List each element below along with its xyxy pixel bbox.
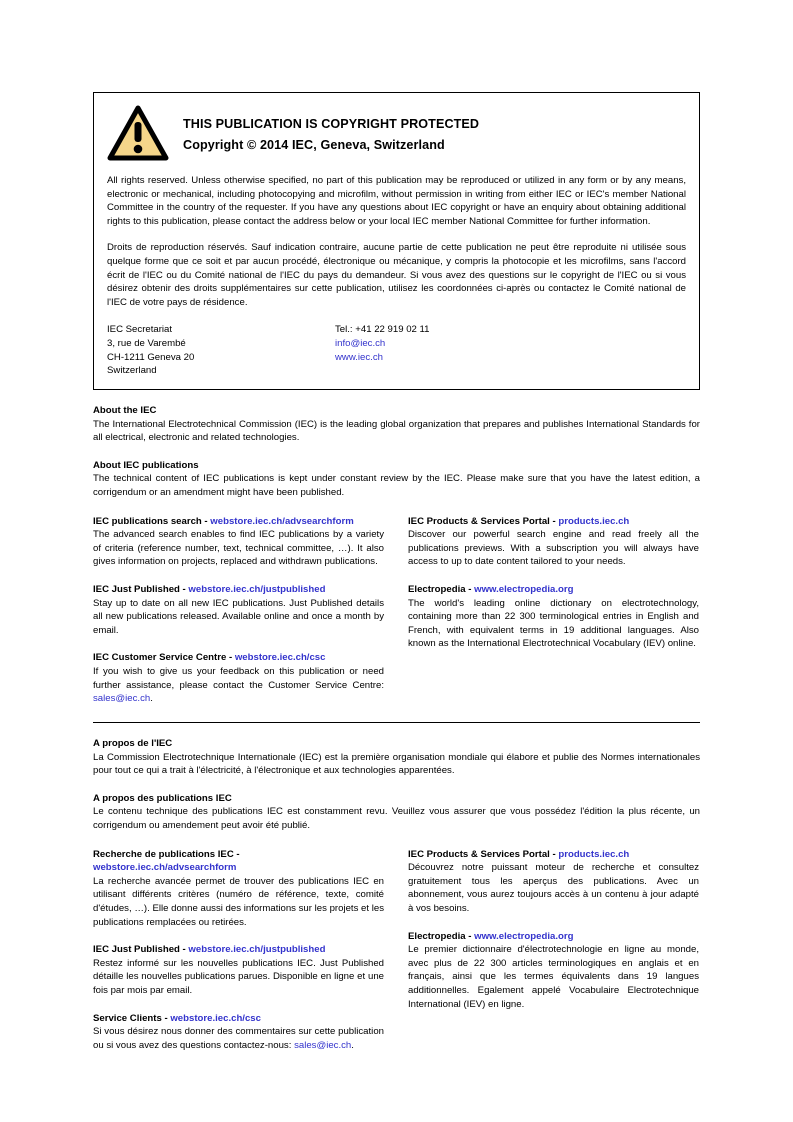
service-clients-link[interactable]: webstore.iec.ch/csc (170, 1012, 261, 1024)
french-right-column (408, 848, 699, 1053)
copyright-paragraph-french: Droits de reproduction réservés. Sauf indication contraire, aucune partie de cette publication ne peut être reproduite ni utilisée sous quelque forme que ce soit et par aucun procédé, électronique ou mécanique, y compris la photocopie et les microfilms, sans l'accord écrit de l'IEC ou du Comité national de l'IEC du pays du demandeur. Si vous avez des questions sur le copyright de l'IEC ou si vous désirez obtenir des droits supplémentaires sur cette publication, utilisez les coordonnées ci-après ou contactez le Comité national de l'IEC de votre pays de résidence. (107, 242, 686, 308)
iec-just-published-fr-label: IEC Just Published - (93, 944, 189, 956)
service-clients-email-link[interactable]: sales@iec.ch (294, 1039, 352, 1051)
address-line-2: 3, rue de Varembé (107, 338, 186, 350)
a-propos-des-publications-heading: A propos des publications IEC (93, 792, 232, 804)
iec-products-services-portal-heading (408, 515, 699, 529)
iec-products-services-portal-fr-text: Découvrez notre puissant moteur de recherche et consultez gratuitement tous les aperçus des publications. Avec un abonnement, vous aurez toujours accès à un contenu à jour adapté à vos besoins. (408, 862, 699, 914)
copyright-header (105, 102, 688, 161)
electropedia-heading (408, 583, 699, 597)
electropedia-link[interactable]: www.electropedia.org (474, 584, 574, 596)
address-line-1: IEC Secretariat (107, 324, 173, 336)
electropedia-label: Electropedia - (408, 584, 475, 596)
language-section-divider (93, 722, 700, 723)
a-propos-des-publications-section (93, 792, 700, 833)
address-email-link[interactable]: info@iec.ch (335, 338, 386, 350)
service-clients-block (93, 1012, 384, 1053)
a-propos-de-iec-section (93, 737, 700, 778)
iec-products-services-portal-fr-block (408, 848, 699, 916)
electropedia-fr-heading (408, 930, 699, 944)
about-the-iec-text: The International Electrotechnical Commission (IEC) is the leading global organization that prepares and publishes International Standards for all electrical, electronic and related technologies. (93, 418, 700, 444)
english-right-column (408, 515, 699, 706)
iec-just-published-link[interactable]: webstore.iec.ch/justpublished (188, 584, 326, 596)
service-clients-text (93, 1025, 384, 1052)
recherche-publications-heading (93, 848, 384, 875)
iec-just-published-fr-link[interactable]: webstore.iec.ch/justpublished (188, 944, 326, 956)
address-website-link[interactable]: www.iec.ch (335, 351, 383, 363)
copyright-notice-box (93, 92, 700, 390)
iec-customer-service-block (93, 651, 384, 705)
copyright-paragraph-english: All rights reserved. Unless otherwise specified, no part of this publication may be reproduced or utilized in any form or by any means, electronic or mechanical, including photocopying and microfilm, without permission in writing from either IEC or IEC's member National Committee in the country of the requester. If you have any questions about IEC copyright or have an enquiry about obtaining additional rights to this publication, please contact the address below or your local IEC member National Committee for further information. (107, 175, 686, 227)
service-clients-text-before: Si vous désirez nous donner des commentaires sur cette publication ou si vous avez des questions contactez-nous: (93, 1026, 384, 1051)
french-resource-columns (93, 848, 700, 1053)
recherche-publications-text: La recherche avancée permet de trouver des publications IEC en utilisant différents critères (numéro de référence, texte, comité d'études, …). Elle donne aussi des informations sur les projets et les publications remplacées ou retirées. (93, 875, 384, 928)
iec-customer-service-text-after: . (150, 693, 153, 705)
iec-products-services-portal-block (408, 515, 699, 569)
english-resource-columns (93, 515, 700, 706)
iec-products-services-portal-fr-link[interactable]: products.iec.ch (558, 848, 630, 860)
iec-contact-address (105, 323, 688, 377)
copyright-title: THIS PUBLICATION IS COPYRIGHT PROTECTED (183, 117, 480, 131)
a-propos-des-publications-text: Le contenu technique des publications IEC est constamment revu. Veuillez vous assurer que vous possédez l'édition la plus récente, un corrigendum ou amendement peut avoir été publié. (93, 806, 700, 831)
address-telephone: Tel.: +41 22 919 02 11 (335, 324, 430, 336)
address-line-3: CH-1211 Geneva 20 (107, 351, 195, 363)
copyright-page (93, 92, 700, 1052)
iec-customer-service-text (93, 665, 384, 706)
electropedia-block (408, 583, 699, 651)
electropedia-fr-text: Le premier dictionnaire d'électrotechnologie en ligne au monde, avec plus de 22 300 articles terminologiques en anglais et en français, ainsi que les termes équivalents dans 19 langues additionnelles. Egalement appelé Vocabulaire Electrotechnique International (IEV) en ligne. (408, 944, 699, 1010)
recherche-publications-label: Recherche de publications IEC - (93, 848, 240, 860)
address-line-4: Switzerland (107, 365, 157, 377)
iec-just-published-heading (93, 583, 384, 597)
french-left-column (93, 848, 384, 1053)
iec-publications-search-text: The advanced search enables to find IEC publications by a variety of criteria (reference number, text, technical committee, …). It also gives information on projects, replaced and withdrawn publications. (93, 529, 384, 568)
electropedia-fr-link[interactable]: www.electropedia.org (474, 930, 574, 942)
warning-triangle-icon (107, 105, 169, 161)
about-the-iec-heading: About the IEC (93, 404, 157, 416)
iec-publications-search-heading (93, 515, 384, 529)
about-iec-publications-heading: About IEC publications (93, 459, 199, 471)
service-clients-text-after: . (351, 1039, 354, 1051)
iec-publications-search-block (93, 515, 384, 569)
iec-customer-service-email-link[interactable]: sales@iec.ch (93, 693, 151, 705)
copyright-subtitle: Copyright © 2014 IEC, Geneva, Switzerland (183, 137, 445, 152)
iec-products-services-portal-link[interactable]: products.iec.ch (558, 515, 630, 527)
electropedia-fr-block (408, 930, 699, 1012)
iec-just-published-label: IEC Just Published - (93, 584, 189, 596)
recherche-publications-block (93, 848, 384, 930)
iec-customer-service-label: IEC Customer Service Centre - (93, 652, 235, 664)
copyright-titles (183, 104, 479, 155)
a-propos-de-iec-heading: A propos de l'IEC (93, 737, 173, 749)
iec-products-services-portal-fr-heading (408, 848, 699, 862)
iec-just-published-fr-heading (93, 943, 384, 957)
iec-just-published-fr-text: Restez informé sur les nouvelles publications IEC. Just Published détaille les nouvelles publications parues. Disponible en ligne et une fois par mois par email. (93, 957, 384, 997)
english-left-column (93, 515, 384, 706)
iec-publications-search-link[interactable]: webstore.iec.ch/advsearchform (210, 515, 354, 527)
electropedia-text: The world's leading online dictionary on electrotechnology, containing more than 22 300 terminological entries in English and French, with equivalent terms in 19 additional languages. Also known as the International Electrotechnical Vocabulary (IEV) online. (408, 597, 699, 650)
iec-customer-service-link[interactable]: webstore.iec.ch/csc (234, 652, 326, 664)
iec-customer-service-text-before: If you wish to give us your feedback on this publication or need further assistance, please contact the Customer Service Centre: (93, 666, 384, 691)
about-iec-publications-text: The technical content of IEC publications is kept under constant review by the IEC. Please make sure that you have the latest edition, a corrigendum or an amendment might have been published. (93, 473, 700, 498)
iec-products-services-portal-text: Discover our powerful search engine and read freely all the publications previews. With a subscription you will always have access to up to date content tailored to your needs. (408, 529, 699, 568)
service-clients-heading (93, 1012, 384, 1026)
about-the-iec-section (93, 404, 700, 445)
recherche-publications-link[interactable]: webstore.iec.ch/advsearchform (93, 862, 237, 874)
electropedia-fr-label: Electropedia - (408, 930, 475, 942)
about-iec-publications-section (93, 459, 700, 500)
iec-just-published-fr-block (93, 943, 384, 997)
iec-just-published-block (93, 583, 384, 637)
address-contact-column (335, 323, 430, 377)
iec-products-services-portal-fr-label: IEC Products & Services Portal - (408, 848, 559, 860)
iec-products-services-portal-label: IEC Products & Services Portal - (408, 515, 559, 527)
iec-publications-search-label: IEC publications search - (93, 515, 211, 527)
a-propos-de-iec-text: La Commission Electrotechnique Internationale (IEC) est la première organisation mondiale qui élabore et publie des Normes internationales pour tout ce qui a trait à l'électricité, à l'électronique et aux technologies apparentées. (93, 751, 700, 777)
service-clients-label: Service Clients - (93, 1012, 171, 1024)
address-postal-column (107, 323, 335, 377)
iec-just-published-text: Stay up to date on all new IEC publications. Just Published details all new publications released. Available online and once a month by email. (93, 597, 384, 636)
iec-customer-service-heading (93, 651, 384, 665)
